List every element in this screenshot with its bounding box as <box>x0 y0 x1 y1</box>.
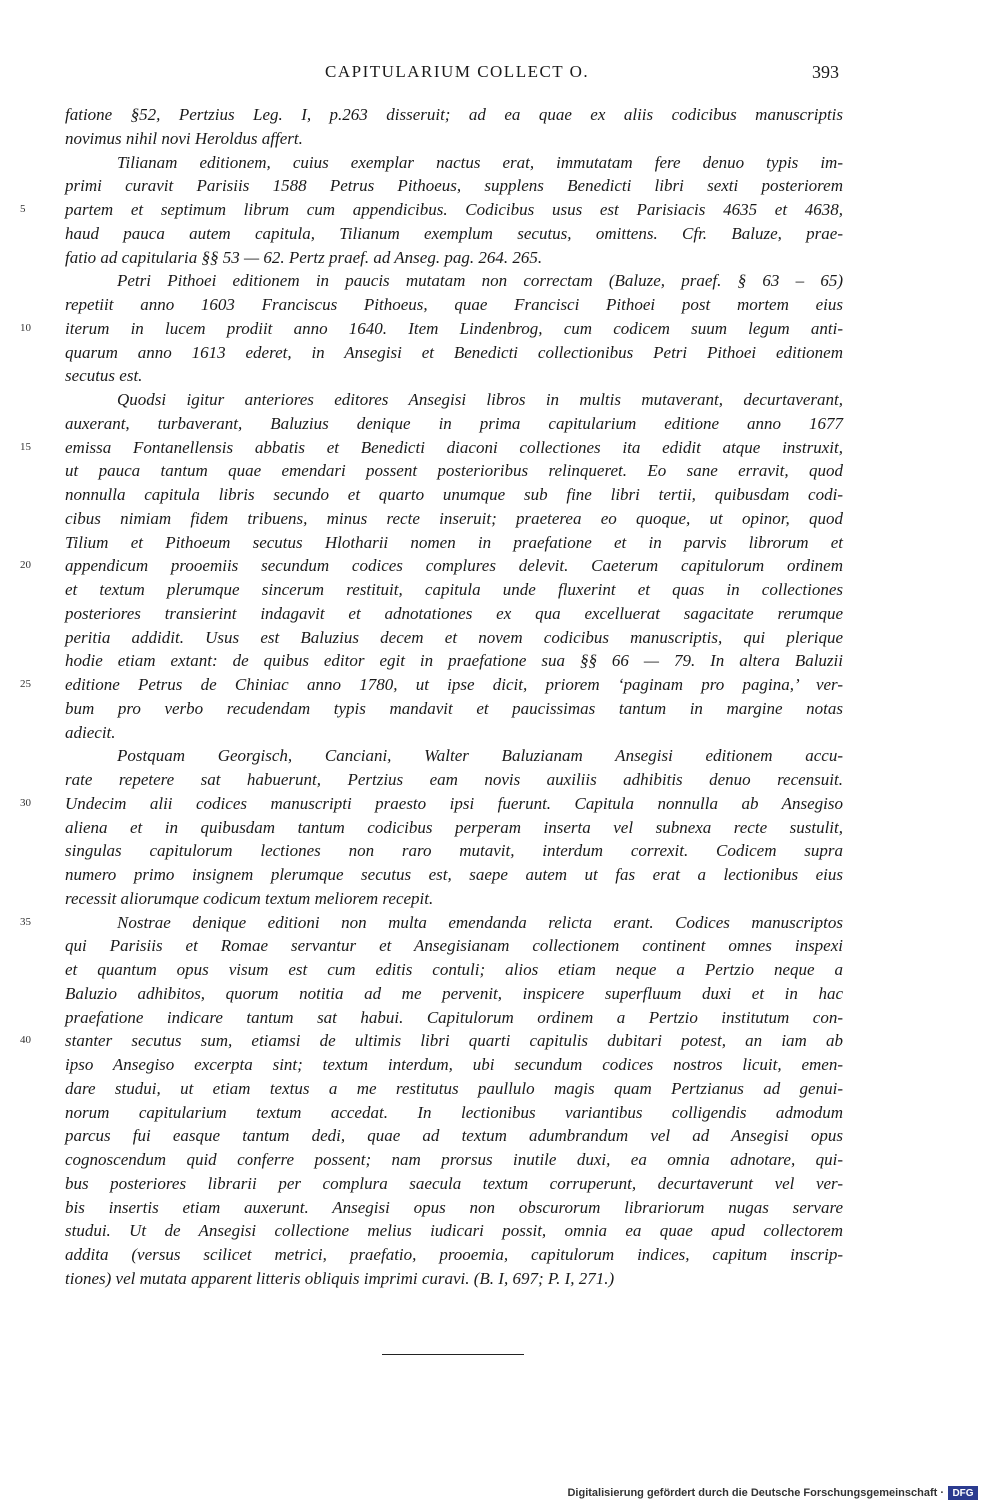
footer-credit: Digitalisierung gefördert durch die Deutsche Forschungsgemeinschaft · <box>567 1487 944 1499</box>
text-line <box>65 1243 843 1267</box>
text-line <box>65 697 843 721</box>
line-number: 15 <box>20 440 31 453</box>
text-line <box>20 317 843 341</box>
line-text: primi curavit Parisiis 1588 Petrus Pithoeus, supplens Benedicti libri sexti posteriorem <box>65 176 843 196</box>
line-text: bum pro verbo recudendam typis mandavit et paucissimas tantum in margine notas <box>65 698 843 718</box>
line-text: cognoscendum quid conferre possent; nam prorsus inutile duxi, ea omnia adnotare, qui- <box>65 1150 843 1169</box>
text-line <box>65 246 843 270</box>
footer <box>567 1483 978 1503</box>
text-line <box>65 1172 843 1196</box>
line-text: hodie etiam extant: de quibus editor egit in praefatione sua §§ 66 — 79. In altera Baluzii <box>65 651 843 671</box>
text-line <box>20 436 843 460</box>
line-text: praefatione indicare tantum sat habui. Capitulorum ordinem a Pertzio institutum con- <box>65 1007 843 1027</box>
text-line <box>65 364 843 388</box>
text-line <box>65 341 843 365</box>
body-text <box>20 103 843 1291</box>
running-title: CAPITULARIUM COLLECT O. <box>325 62 590 81</box>
dfg-logo: DFG <box>948 1486 978 1500</box>
page-header <box>0 62 1000 86</box>
text-line <box>65 507 843 531</box>
text-line <box>65 768 843 792</box>
text-line <box>65 958 843 982</box>
text-line <box>65 459 843 483</box>
line-text: posteriores transierint indagavit et adnotationes ex qua excelluerat sagacitate rerumque <box>65 603 843 623</box>
text-line <box>65 388 843 412</box>
text-line <box>65 1101 843 1125</box>
line-text: iterum in lucem prodiit anno 1640. Item Lindenbrog, cum codicem suum legum anti- <box>65 318 843 338</box>
line-text: recessit aliorumque codicum textum meliorem recepit. <box>65 888 434 908</box>
line-text: adiecit. <box>65 722 116 742</box>
line-text: Quodsi igitur anteriores editores Ansegisi libros in multis mutaverant, decurtaverant, <box>117 390 843 409</box>
text-line <box>65 1124 843 1148</box>
line-text: et quantum opus visum est cum editis contuli; alios etiam neque a Pertzio neque a <box>65 960 843 979</box>
line-number: 20 <box>20 559 31 572</box>
text-line <box>65 269 843 293</box>
text-line <box>65 744 843 768</box>
text-line <box>65 127 843 151</box>
text-line <box>65 839 843 863</box>
line-text: ipso Ansegiso excerpta sint; textum interdum, ubi secundum codices nostros licuit, emen- <box>65 1055 843 1074</box>
text-line <box>20 554 843 578</box>
text-line <box>65 602 843 626</box>
line-text: Undecim alii codices manuscripti praesto ipsi fuerunt. Capitula nonnulla ab Ansegiso <box>65 793 843 813</box>
line-text: Nostrae denique editioni non multa emendanda relicta erant. Codices manuscriptos <box>117 912 843 932</box>
line-text: Baluzio adhibitos, quorum notitia ad me pervenit, inspicere superfluum duxi et in hac <box>65 983 843 1003</box>
text-line <box>65 578 843 602</box>
text-line <box>20 792 843 816</box>
line-text: repetiit anno 1603 Franciscus Pithoeus, quae Francisci Pithoei post mortem eius <box>65 295 843 314</box>
text-line <box>65 721 843 745</box>
text-line <box>20 911 843 935</box>
line-text: studui. Ut de Ansegisi collectione melius iudicari possit, omnia ea quae apud collectorem <box>65 1221 843 1241</box>
text-line <box>20 198 843 222</box>
line-text: Postquam Georgisch, Canciani, Walter Baluzianam Ansegisi editionem accu- <box>117 746 843 766</box>
line-text: auxerant, turbaverant, Baluzius denique in prima capitularium editione anno 1677 <box>65 413 843 433</box>
line-number: 30 <box>20 796 31 809</box>
line-number: 5 <box>20 203 26 215</box>
line-text: fatio ad capitularia §§ 53 — 62. Pertz praef. ad Anseg. pag. 264. 265. <box>65 247 543 267</box>
line-text: tiones) vel mutata apparent litteris obliquis imprimi curavi. (B. I, 697; P. I, 271.) <box>65 1268 615 1288</box>
line-text: qui Parisiis et Romae servantur et Ansegisianam collectionem continent omnes inspexi <box>65 936 843 956</box>
text-line <box>65 626 843 650</box>
line-text: singulas capitulorum lectiones non raro mutavit, interdum correxit. Codicem supra <box>65 841 843 861</box>
line-text: novimus nihil novi Heroldus affert. <box>65 128 303 148</box>
text-line <box>65 982 843 1006</box>
line-text: nonnulla capitula libris secundo et quarto unumque sub fine libri tertii, quibusdam codi- <box>65 485 843 504</box>
line-text: peritia addidit. Usus est Baluzius decem et novem codicibus manuscriptis, qui plerique <box>65 627 843 647</box>
line-text: secutus est. <box>65 366 143 386</box>
text-line <box>65 1077 843 1101</box>
line-text: ut pauca tantum quae emendari possent posterioribus relinqueret. Eo sane erravit, quod <box>65 461 843 481</box>
line-text: bus posteriores librarii per complura saecula textum corruperunt, decurtaverunt vel ver- <box>65 1173 843 1193</box>
text-line <box>65 816 843 840</box>
line-number: 40 <box>20 1034 31 1047</box>
text-line <box>65 151 843 175</box>
line-text: appendicum prooemiis secundum codices complures delevit. Caeterum capitulorum ordinem <box>65 556 843 576</box>
text-line <box>65 649 843 673</box>
line-text: emissa Fontanellensis abbatis et Benedicti diaconi collectiones ita edidit atque instruxit, <box>65 437 843 457</box>
line-text: quarum anno 1613 ederet, in Ansegisi et Benedicti collectionibus Petri Pithoei editionem <box>65 342 843 362</box>
line-text: fatione §52, Pertzius Leg. I, p.263 disseruit; ad ea quae ex aliis codicibus manuscriptis <box>65 105 843 124</box>
text-line <box>65 1267 843 1291</box>
text-line <box>65 293 843 317</box>
line-text: partem et septimum librum cum appendicibus. Codicibus usus est Parisiacis 4635 et 4638, <box>65 200 843 219</box>
text-line <box>65 934 843 958</box>
line-text: editione Petrus de Chiniac anno 1780, ut ipse dicit, priorem ‘paginam pro pagina,’ ver- <box>65 675 843 694</box>
text-line <box>65 483 843 507</box>
line-text: parcus fui easque tantum dedi, quae ad textum adumbrandum vel ad Ansegisi opus <box>65 1126 843 1146</box>
line-number: 35 <box>20 915 31 928</box>
line-text: numero primo insignem plerumque secutus est, saepe autem ut fas erat a lectionibus eius <box>65 865 843 884</box>
line-text: Petri Pithoei editionem in paucis mutatam non correctam (Baluze, praef. § 63 – 65) <box>117 271 843 291</box>
text-line <box>65 1219 843 1243</box>
line-text: et textum plerumque sincerum restituit, capitula unde fluxerint et quas in collectiones <box>65 580 843 599</box>
text-line <box>20 1029 843 1053</box>
text-line <box>20 673 843 697</box>
line-text: bis insertis etiam auxerunt. Ansegisi opus non obscurorum librariorum nugas servare <box>65 1197 843 1217</box>
text-line <box>65 531 843 555</box>
line-text: aliena et in quibusdam tantum codicibus perperam inserta vel subnexa recte sustulit, <box>65 817 843 837</box>
line-text: haud pauca autem capitula, Tilianum exemplum secutus, omittens. Cfr. Baluze, prae- <box>65 223 843 243</box>
text-line <box>65 222 843 246</box>
text-line <box>65 103 843 127</box>
line-text: addita (versus scilicet metrici, praefatio, prooemia, capitulorum indices, capitum inscrip- <box>65 1245 843 1264</box>
line-text: Tilianam editionem, cuius exemplar nactus erat, immutatam fere denuo typis im- <box>117 152 843 172</box>
line-text: cibus nimiam fidem tribuens, minus recte inseruit; praeterea eo quoque, ut opinor, quod <box>65 508 843 528</box>
line-number: 10 <box>20 321 31 334</box>
line-text: dare studui, ut etiam textus a me restitutus paullulo magis quam Pertzianus ad genui- <box>65 1078 843 1098</box>
line-text: norum capitularium textum accedat. In lectionibus variantibus colligendis admodum <box>65 1102 843 1122</box>
text-line <box>65 1148 843 1172</box>
line-text: rate repetere sat habuerunt, Pertzius eam novis auxiliis adhibitis denuo recensuit. <box>65 770 843 789</box>
text-line <box>65 174 843 198</box>
line-text: Tilium et Pithoeum secutus Hlotharii nomen in praefatione et in parvis librorum et <box>65 532 843 552</box>
text-line <box>65 1196 843 1220</box>
text-line <box>65 887 843 911</box>
line-number: 25 <box>20 678 31 690</box>
text-line <box>65 1006 843 1030</box>
text-line <box>65 863 843 887</box>
page-number: 393 <box>812 62 839 82</box>
text-line <box>65 412 843 436</box>
text-line <box>65 1053 843 1077</box>
closing-rule <box>382 1354 524 1355</box>
line-text: stanter secutus sum, etiamsi de ultimis libri quarti capitulis dubitari potest, an iam ab <box>65 1031 843 1051</box>
